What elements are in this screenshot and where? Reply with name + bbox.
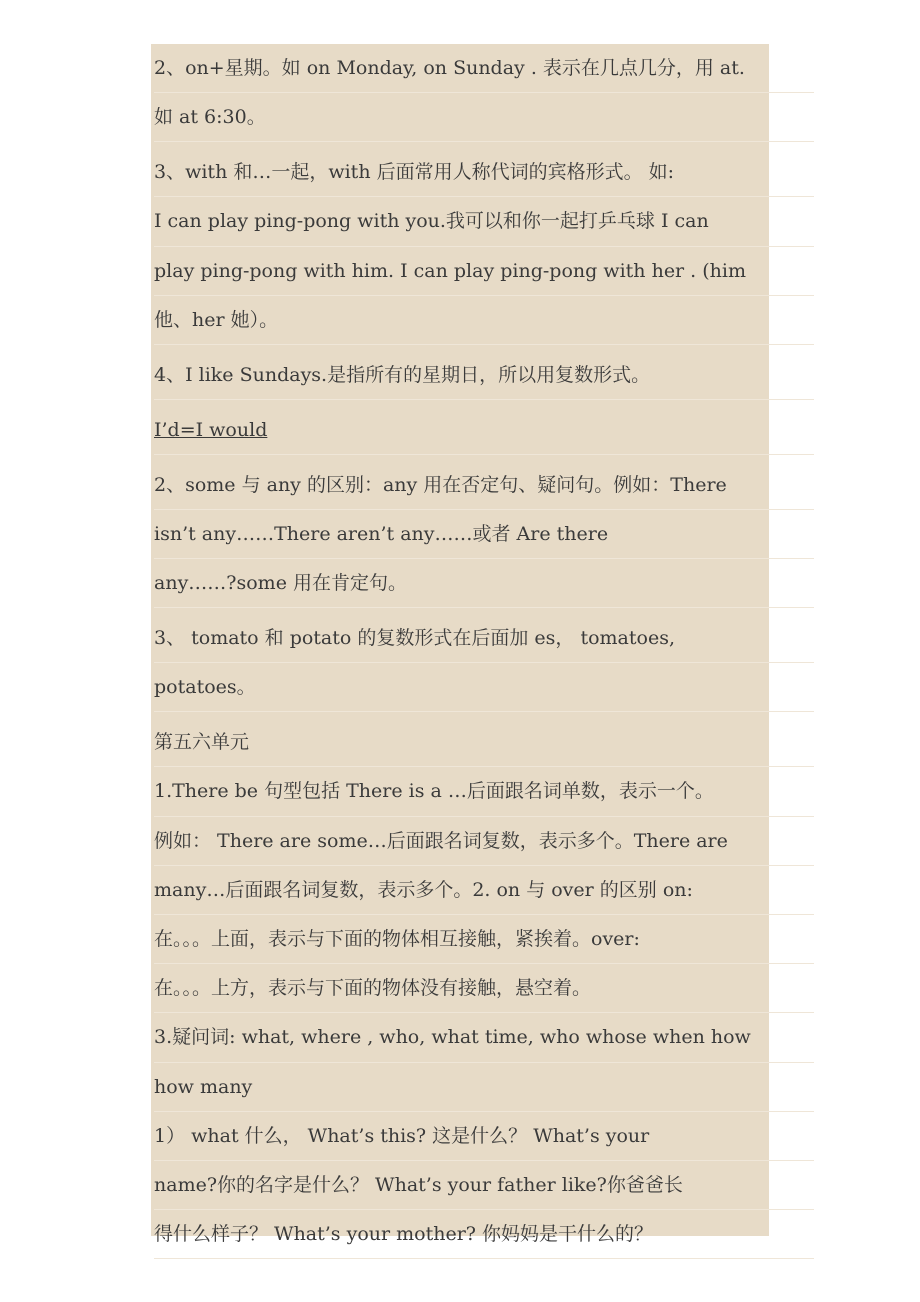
text-line: 他、her 她）。 xyxy=(154,296,814,345)
text-line: any……?some 用在肯定句。 xyxy=(154,559,814,608)
text-line: 1.There be 句型包括 There is a …后面跟名词单数，表示一个。 xyxy=(154,767,814,816)
text-line: 得什么样子？ What’s your mother? 你妈妈是干什么的？ xyxy=(154,1210,814,1259)
text-line: 3、with 和…一起，with 后面常用人称代词的宾格形式。 如: xyxy=(154,148,814,197)
text-line: isn’t any……There aren’t any……或者 Are there xyxy=(154,510,814,559)
text-line: 在。。。上方，表示与下面的物体没有接触，悬空着。 xyxy=(154,964,814,1013)
text-line: how many xyxy=(154,1063,814,1112)
text-line: potatoes。 xyxy=(154,663,814,712)
text-line: 2、on+星期。如 on Monday, on Sunday . 表示在几点几分，用 at. xyxy=(154,44,814,93)
underlined-text: I’d=I would xyxy=(154,418,268,441)
text-line: many…后面跟名词复数，表示多个。2. on 与 over 的区别 on: xyxy=(154,866,814,915)
text-line: 在。。。上面，表示与下面的物体相互接触，紧挨着。over: xyxy=(154,915,814,964)
text-line: name?你的名字是什么？ What’s your father like?你爸爸长 xyxy=(154,1161,814,1210)
section-heading: 第五六单元 xyxy=(154,718,814,767)
text-line: 例如： There are some…后面跟名词复数，表示多个。There are xyxy=(154,817,814,866)
text-line: play ping-pong with him. I can play ping-pong with her . (him xyxy=(154,247,814,296)
text-line: 2、some 与 any 的区别：any 用在否定句、疑问句。例如：There xyxy=(154,461,814,510)
text-line: 1） what 什么， What’s this? 这是什么？ What’s your xyxy=(154,1112,814,1161)
text-line: 3、 tomato 和 potato 的复数形式在后面加 es， tomatoes, xyxy=(154,614,814,663)
text-line: I can play ping-pong with you.我可以和你一起打乒乓球 I can xyxy=(154,197,814,246)
text-line: 3.疑问词: what, where , who, what time, who whose when how xyxy=(154,1013,814,1062)
text-line: 如 at 6:30。 xyxy=(154,93,814,142)
contraction-note xyxy=(154,406,814,455)
document-body xyxy=(154,44,814,1259)
text-line: 4、I like Sundays.是指所有的星期日，所以用复数形式。 xyxy=(154,351,814,400)
